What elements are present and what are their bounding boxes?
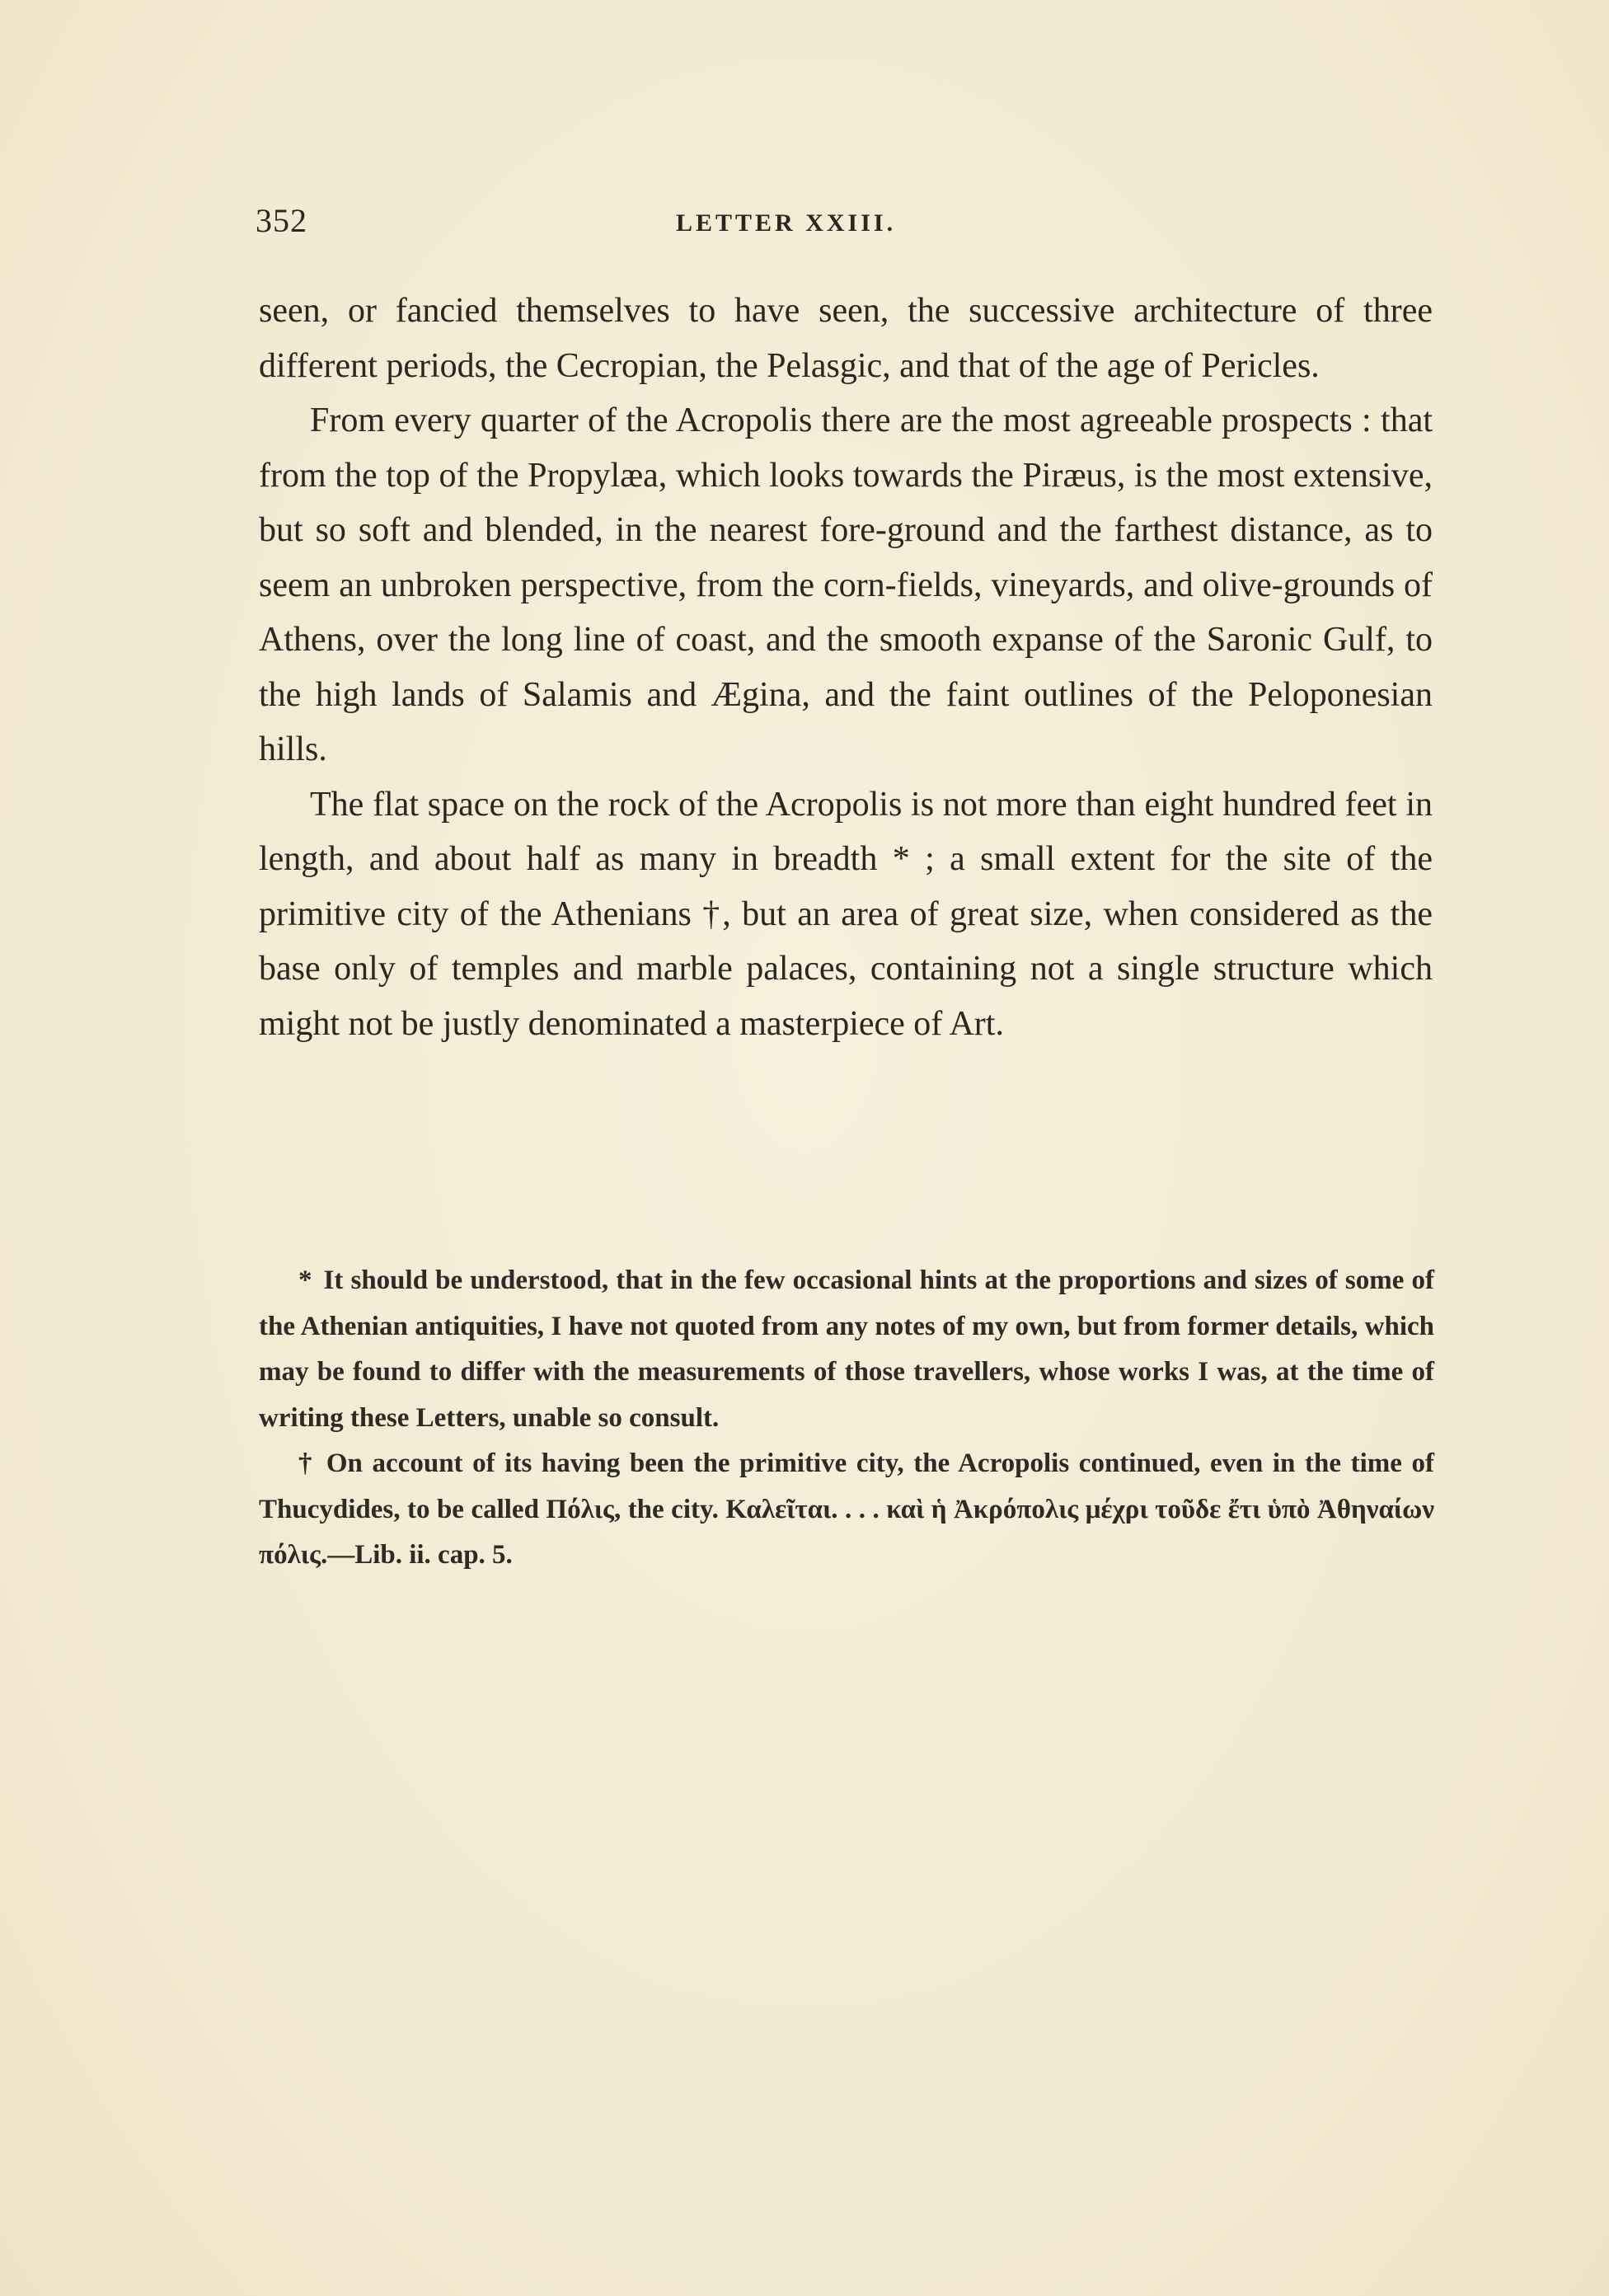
footnotes	[259, 1258, 1434, 1579]
paragraph: From every quarter of the Acropolis there are the most agreeable prospects : that from the top of the Propylæa, which looks towards the Piræus, is the most extensive, but so soft and blended, in the nearest fore-ground and the farthest distance, as to seem an unbroken perspective, from the corn-fields, vineyards, and olive-grounds of Athens, over the long line of coast, and the smooth expanse of the Saronic Gulf, to the high lands of Salamis and Ægina, and the faint outlines of the Peloponesian hills.	[259, 401, 1433, 768]
page-number: 352	[256, 202, 307, 239]
paragraph: The flat space on the rock of the Acropolis is not more than eight hundred feet in length, and about half as many in breadth * ; a small extent for the site of the primitive city of the Athenians †, but an area of great size, when considered as the base only of temples and marble palaces, containing not a single structure which might not be justly denominated a masterpiece of Art.	[259, 785, 1433, 1043]
footnote-mark: *	[298, 1265, 312, 1295]
footnote-text: On account of its having been the primitive city, the Acropolis continued, even in the time of Thucydides, to be called Πόλις, the city. Καλεῖται. . . . καὶ ἡ Ἀκρόπολις μέχρι τοῦδε ἔτι ὑπὸ Ἀθηναίων πόλις.—Lib. ii. cap. 5.	[259, 1448, 1435, 1570]
footnote	[259, 1441, 1434, 1579]
footnote	[259, 1258, 1434, 1441]
footnote-text: It should be understood, that in the few occasional hints at the proportions and sizes of some of the Athenian antiquities, I have not quoted from any notes of my own, but from former details, which may be found to differ with the measurements of those travellers, whose works I was, at the time of writing these Letters, unable so consult.	[259, 1265, 1434, 1433]
running-head: LETTER XXIII.	[676, 209, 897, 237]
paragraph: seen, or fancied themselves to have seen, the successive architecture of three different periods, the Cecropian, the Pelasgic, and that of the age of Pericles.	[259, 292, 1433, 385]
body-text	[259, 284, 1433, 1051]
page-header	[256, 201, 1434, 251]
footnote-mark: †	[298, 1448, 315, 1478]
